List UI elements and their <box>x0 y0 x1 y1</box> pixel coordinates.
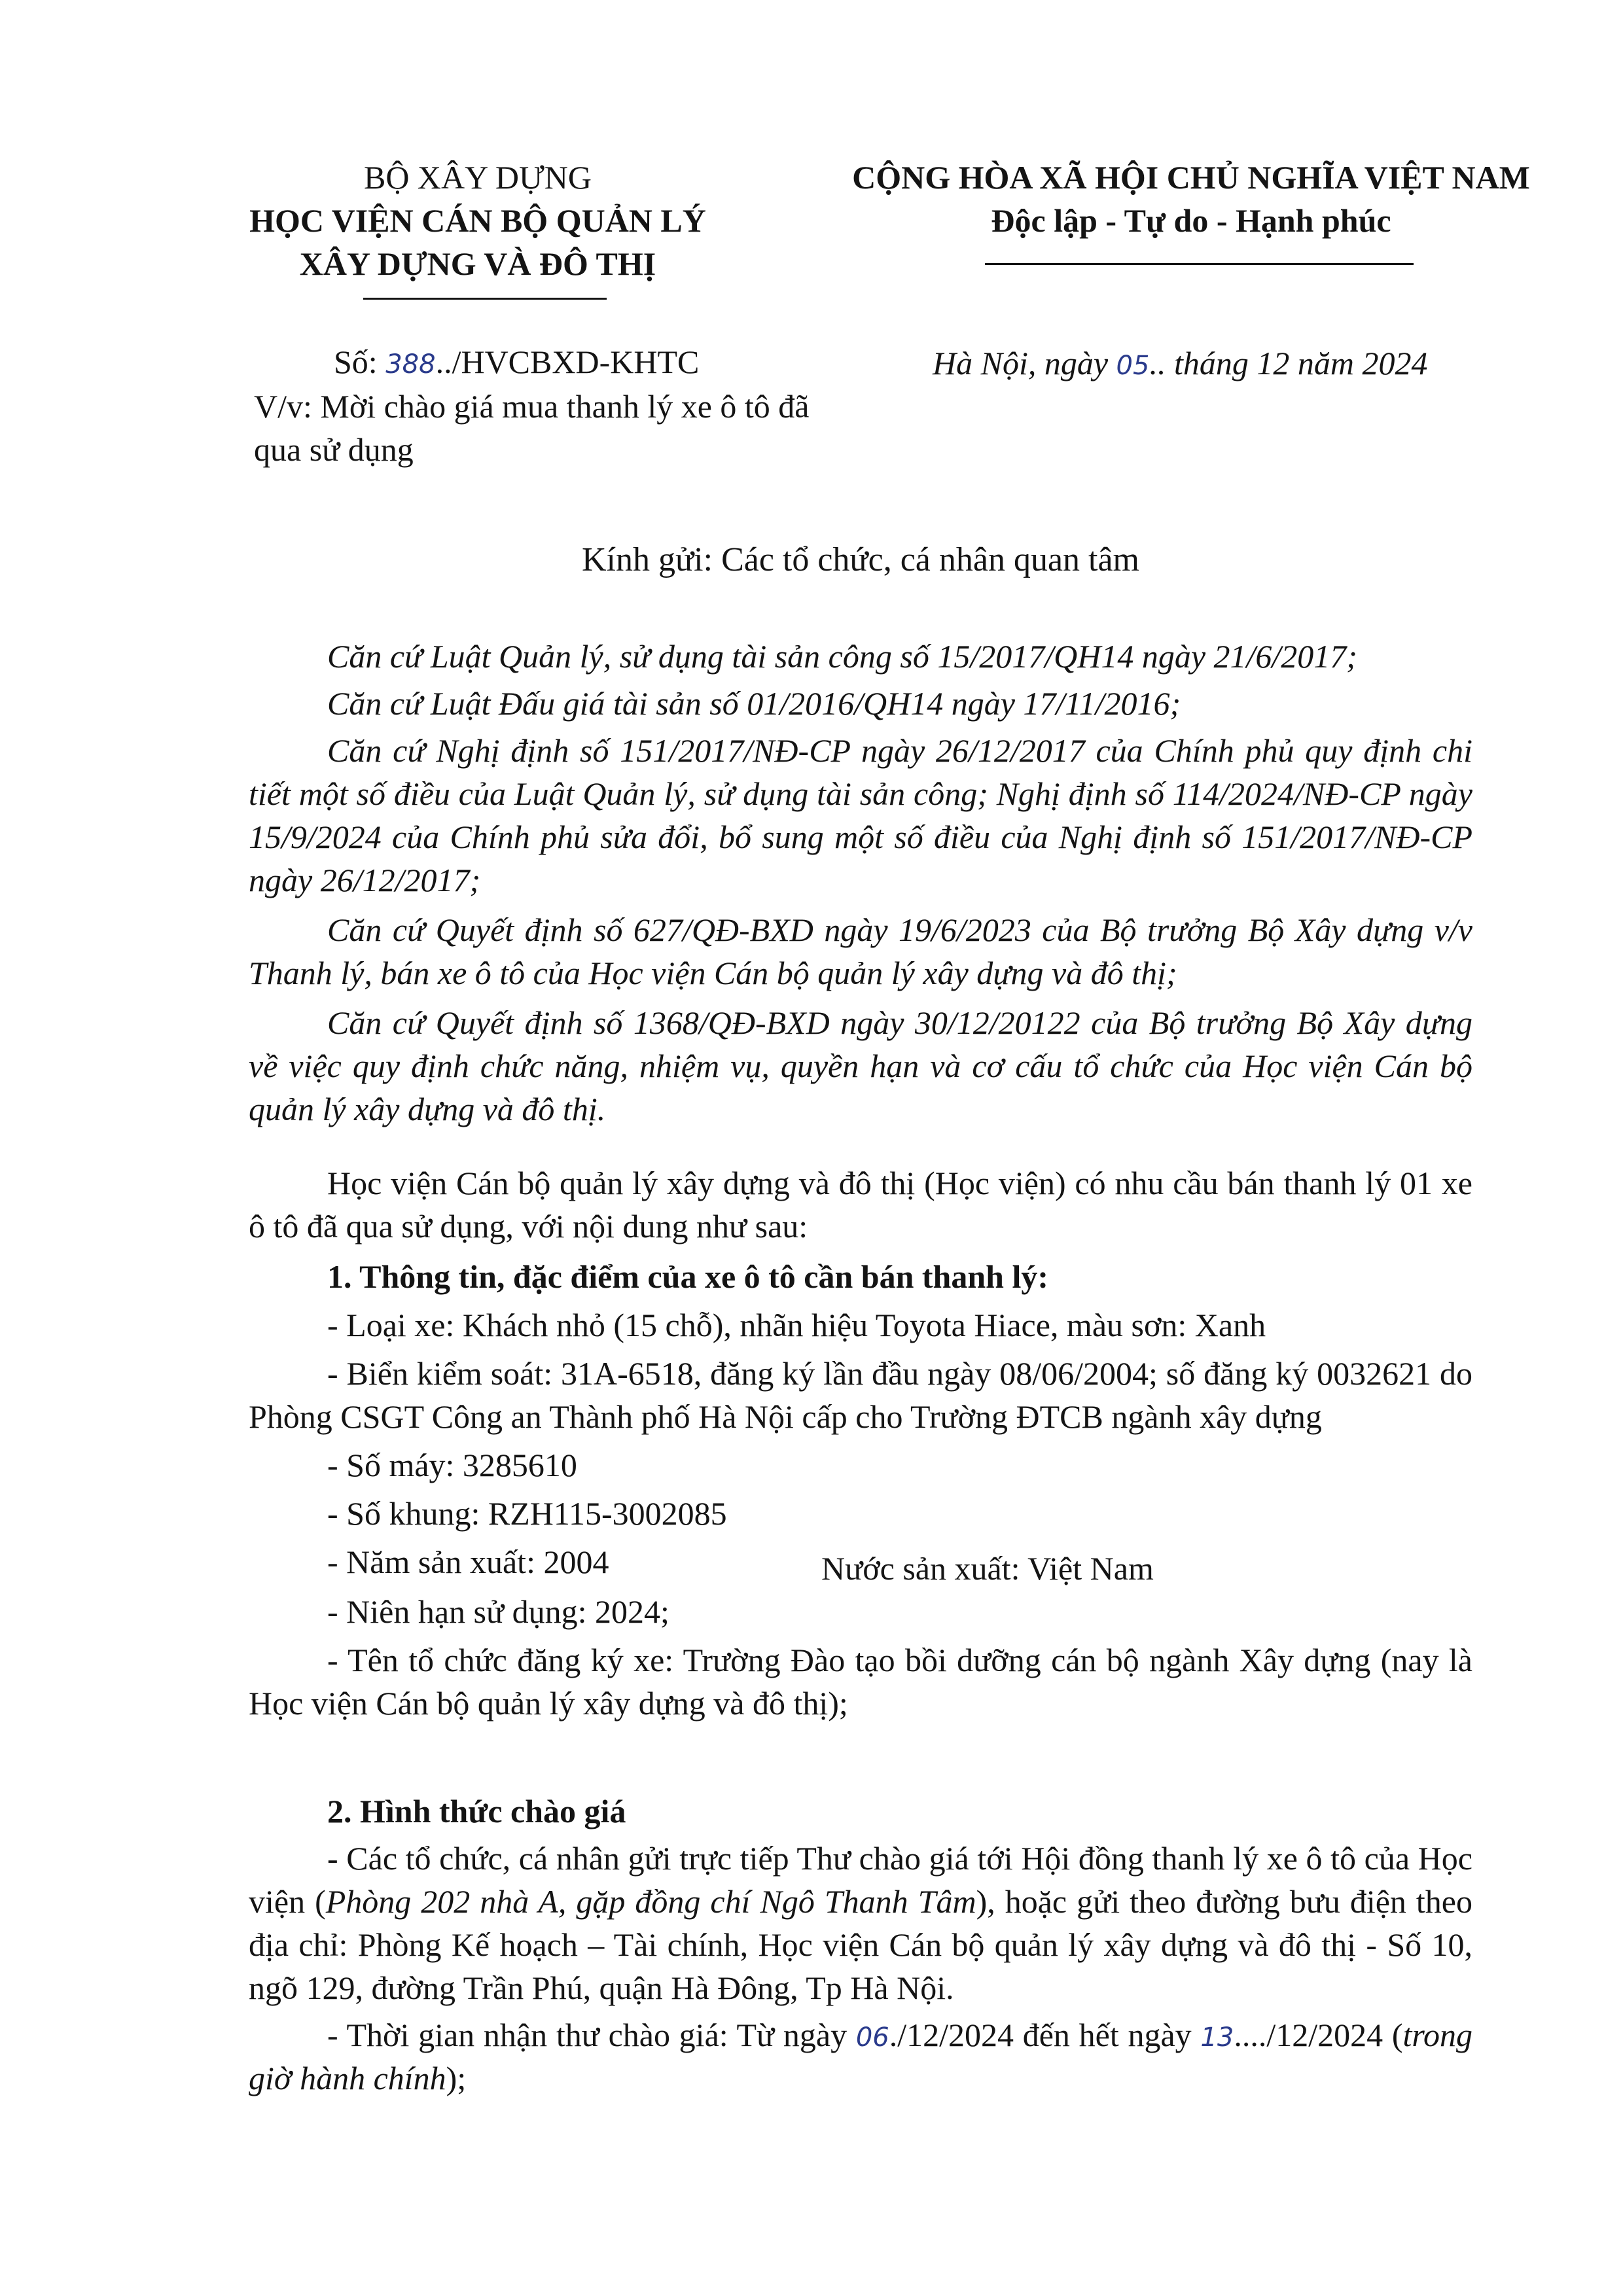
production-row <box>249 1540 1472 1585</box>
registered-owner: - Tên tổ chức đăng ký xe: Trường Đào tạo bồi dưỡng cán bộ ngành Xây dựng (nay là Học viện Cán bộ quản lý xây dựng và đô thị); <box>249 1642 1472 1722</box>
document-date: Hà Nội, ngày 05.. tháng 12 năm 2024 <box>933 345 1428 381</box>
subject-line: V/v: Mời chào giá mua thanh lý xe ô tô đã qua sử dụng <box>254 388 810 468</box>
basis-5: Căn cứ Quyết định số 1368/QĐ-BXD ngày 30/12/20122 của Bộ trưởng Bộ Xây dựng về việc quy định chức năng, nhiệm vụ, quyền hạn và cơ cấu tổ chức của Học viện Cán bộ quản lý xây dựng và đô thị. <box>249 1004 1472 1127</box>
intro-paragraph: Học viện Cán bộ quản lý xây dựng và đô thị (Học viện) có nhu cầu bán thanh lý 01 xe ô tô đã qua sử dụng, với nội dung như sau: <box>249 1165 1472 1245</box>
basis-2: Căn cứ Luật Đấu giá tài sản số 01/2016/QH14 ngày 17/11/2016; <box>327 685 1181 722</box>
start-day-handwritten: 06 <box>855 2022 889 2053</box>
national-motto: Độc lập - Tự do - Hạnh phúc <box>991 202 1391 239</box>
production-year: - Năm sản xuất: 2004 <box>327 1544 609 1580</box>
agency-parent: BỘ XÂY DỰNG <box>363 159 592 196</box>
recipient: Kính gửi: Các tổ chức, cá nhân quan tâm <box>581 541 1139 578</box>
end-day-handwritten: 13 <box>1200 2022 1234 2053</box>
motto-underline <box>985 263 1414 265</box>
engine-number: - Số máy: 3285610 <box>327 1447 577 1483</box>
agency-block <box>249 156 707 285</box>
vehicle-type: - Loại xe: Khách nhỏ (15 chỗ), nhãn hiệu Toyota Hiace, màu sơn: Xanh <box>327 1307 1266 1343</box>
date-day-handwritten: 05 <box>1116 351 1150 381</box>
section-1-title: 1. Thông tin, đặc điểm của xe ô tô cần bán thanh lý: <box>327 1258 1049 1295</box>
basis-1: Căn cứ Luật Quản lý, sử dụng tài sản công số 15/2017/QH14 ngày 21/6/2017; <box>327 638 1357 675</box>
submission-period: - Thời gian nhận thư chào giá: Từ ngày 06./12/2024 đến hết ngày 13..../12/2024 (trong giờ hành chính); <box>249 2017 1472 2096</box>
submission-method: - Các tổ chức, cá nhân gửi trực tiếp Thư chào giá tới Hội đồng thanh lý xe ô tô của Học viện (Phòng 202 nhà A, gặp đồng chí Ngô Thanh Tâm), hoặc gửi theo đường bưu điện theo địa chỉ: Phòng Kế hoạch – Tài chính, Học viện Cán bộ quản lý xây dựng và đô thị - Số 10, ngõ 129, đường Trần Phú, quận Hà Đông, Tp Hà Nội. <box>249 1840 1472 2006</box>
service-life: - Niên hạn sử dụng: 2024; <box>327 1593 669 1630</box>
section-2 <box>249 1790 1472 2100</box>
agency-underline <box>363 298 607 300</box>
basis-3: Căn cứ Nghị định số 151/2017/NĐ-CP ngày 26/12/2017 của Chính phủ quy định chi tiết một số điều của Luật Quản lý, sử dụng tài sản công; Nghị định số 114/2024/NĐ-CP ngày 15/9/2024 của Chính phủ sửa đổi, bổ sung một số điều của Nghị định số 151/2017/NĐ-CP ngày 26/12/2017; <box>249 732 1472 898</box>
section-1 <box>249 1255 1472 1725</box>
document-number: Số: 388../HVCBXD-KHTC <box>334 344 700 380</box>
section-2-title: 2. Hình thức chào giá <box>327 1793 626 1829</box>
doc-number-handwritten: 388 <box>385 349 436 380</box>
national-block <box>805 156 1577 242</box>
chassis-number: - Số khung: RZH115-3002085 <box>327 1495 727 1532</box>
agency-name-line2: XÂY DỰNG VÀ ĐÔ THỊ <box>299 245 656 282</box>
production-country: Nước sản xuất: Việt Nam <box>821 1550 1154 1587</box>
legal-bases <box>249 635 1472 1131</box>
license-plate: - Biển kiểm soát: 31A-6518, đăng ký lần đầu ngày 08/06/2004; số đăng ký 0032621 do Phòng CSGT Công an Thành phố Hà Nội cấp cho Trường ĐTCB ngành xây dựng <box>249 1355 1472 1435</box>
agency-name-line1: HỌC VIỆN CÁN BỘ QUẢN LÝ <box>249 202 706 239</box>
national-title: CỘNG HÒA XÃ HỘI CHỦ NGHĨA VIỆT NAM <box>852 159 1530 196</box>
basis-4: Căn cứ Quyết định số 627/QĐ-BXD ngày 19/6/2023 của Bộ trưởng Bộ Xây dựng v/v Thanh lý, bán xe ô tô của Học viện Cán bộ quản lý xây dựng và đô thị; <box>249 911 1472 991</box>
